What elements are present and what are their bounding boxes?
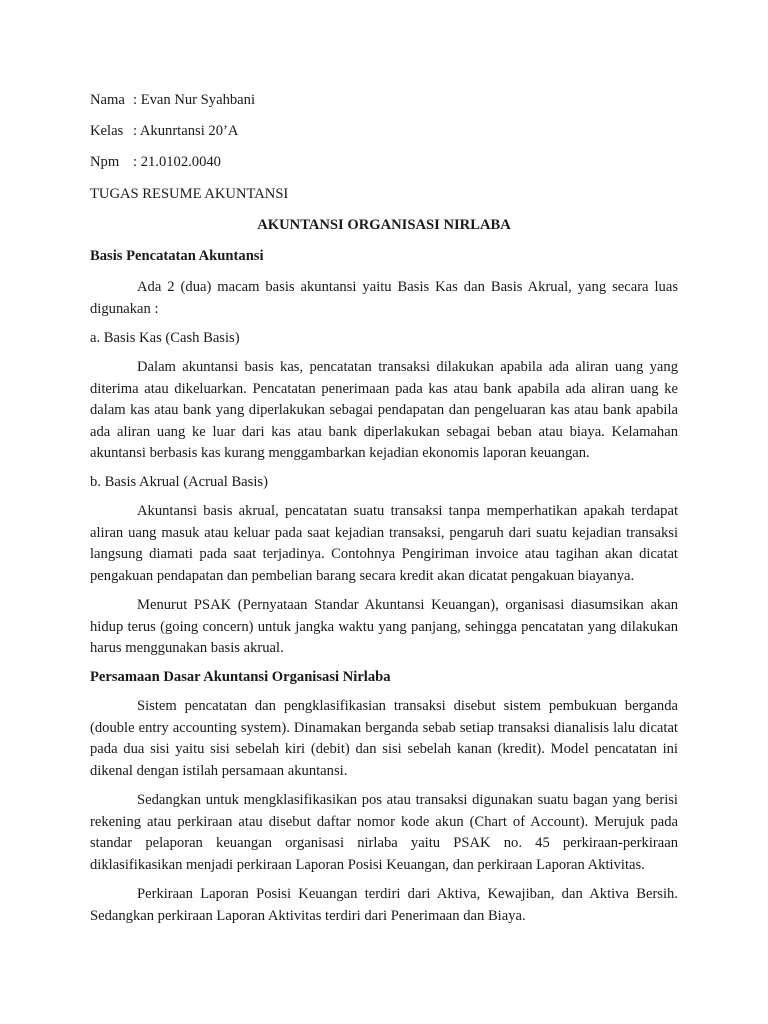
name-value: : Evan Nur Syahbani — [133, 92, 255, 108]
item-accrual-basis: b. Basis Akrual (Acrual Basis) — [90, 474, 268, 490]
document-title: AKUNTANSI ORGANISASI NIRLABA — [257, 217, 511, 233]
psak-paragraph: Menurut PSAK (Pernyataan Standar Akuntansi Keuangan), organisasi diasumsikan akan hidup terus (going concern) untuk jangka waktu yang panjang, sehingga pencatatan yang dilakukan harus menggunakan basis akrual. — [90, 597, 678, 656]
report-accounts-paragraph: Perkiraan Laporan Posisi Keuangan terdiri dari Aktiva, Kewajiban, dan Aktiva Bersih. Sedangkan perkiraan Laporan Aktivitas terdiri dari Penerimaan dan Biaya. — [90, 886, 678, 924]
class-value: : Akunrtansi 20’A — [133, 123, 239, 139]
student-npm-row — [90, 152, 221, 174]
student-name-row — [90, 90, 255, 112]
section-heading-basis: Basis Pencatatan Akuntansi — [90, 248, 264, 264]
section-heading-equation: Persamaan Dasar Akuntansi Organisasi Nirlaba — [90, 669, 391, 685]
class-label: Kelas — [90, 123, 124, 139]
double-entry-paragraph: Sistem pencatatan dan pengklasifikasian transaksi disebut sistem pembukuan berganda (double entry accounting system). Dinamakan berganda sebab setiap transaksi dianalisis lalu dicatat pada dua sisi yaitu sisi sebelah kiri (debit) dan sisi sebelah kanan (kredit). Model pencatatan ini dikenal dengan istilah persamaan akuntansi. — [90, 698, 678, 779]
student-class-row — [90, 121, 238, 143]
cash-basis-paragraph: Dalam akuntansi basis kas, pencatatan transaksi dilakukan apabila ada aliran uang yang diterima atau dikeluarkan. Pencatatan penerimaan pada kas atau bank apabila ada aliran uang ke dalam kas atau bank yang diperlakukan sebagai pendapatan dan pengeluaran kas atau bank apabila ada aliran uang ke luar dari kas atau bank diperlakukan sebagai beban atau biaya. Kelamahan akuntansi berbasis kas kurang menggambarkan kejadian ekonomis laporan keuangan. — [90, 359, 678, 461]
npm-value: : 21.0102.0040 — [133, 154, 221, 170]
item-cash-basis: a. Basis Kas (Cash Basis) — [90, 330, 240, 346]
intro-paragraph: Ada 2 (dua) macam basis akuntansi yaitu Basis Kas dan Basis Akrual, yang secara luas digunakan : — [90, 279, 678, 317]
accrual-basis-paragraph: Akuntansi basis akrual, pencatatan suatu transaksi tanpa memperhatikan apakah terdapat aliran uang masuk atau keluar pada saat kejadian transaksi, pengaruh dari suatu kejadian transaksi langsung diamati pada saat terjadinya. Contohnya Pengiriman invoice atau tagihan akan dicatat pengakuan pendapatan dan pembelian barang secara kredit akan dicatat pengakuan biayanya. — [90, 503, 678, 584]
npm-label: Npm — [90, 154, 120, 170]
name-label: Nama — [90, 92, 125, 108]
assignment-title: TUGAS RESUME AKUNTANSI — [90, 186, 289, 202]
chart-of-account-paragraph: Sedangkan untuk mengklasifikasikan pos atau transaksi digunakan suatu bagan yang berisi rekening atau perkiraan atau disebut daftar nomor kode akun (Chart of Account). Merujuk pada standar pelaporan keuangan organisasi nirlaba yaitu PSAK no. 45 perkiraan-perkiraan diklasifikasikan menjadi perkiraan Laporan Posisi Keuangan, dan perkiraan Laporan Aktivitas. — [90, 792, 678, 873]
